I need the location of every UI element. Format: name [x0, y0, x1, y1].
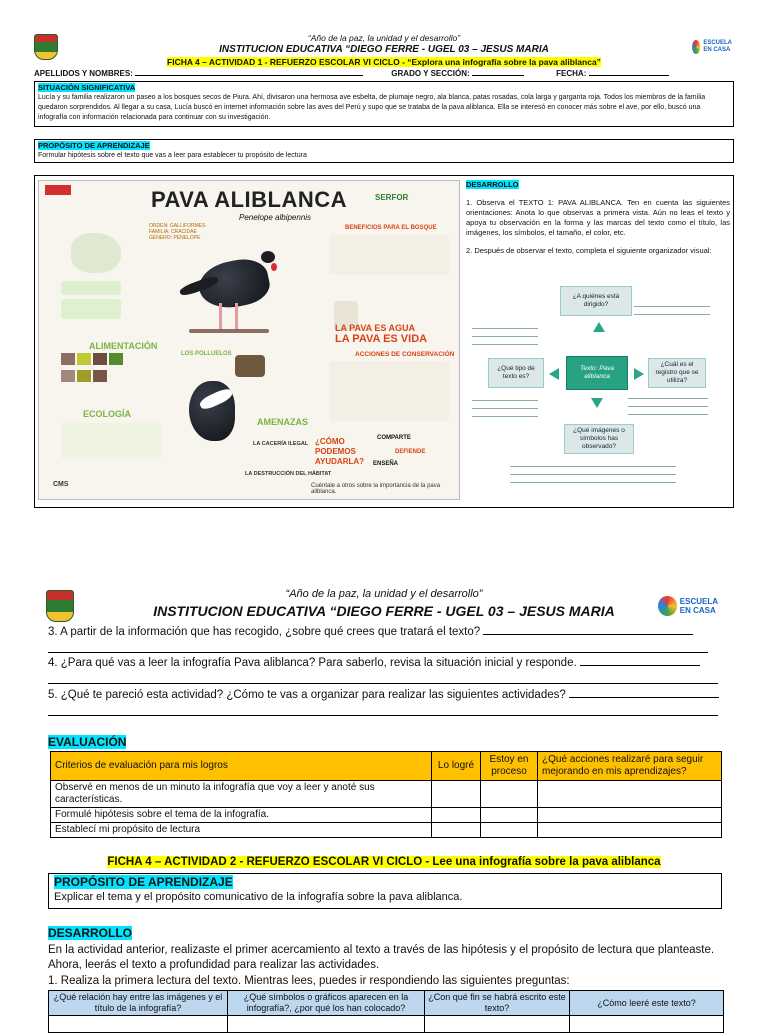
eval-header-logre: Lo logré — [432, 752, 481, 781]
checkbox-cell[interactable] — [481, 781, 538, 808]
threat-hunting: LA CACERÍA ILEGAL — [253, 441, 309, 447]
section-ecologia: ECOLOGÍA — [83, 409, 132, 419]
desarrollo-paragraph-2-2: 1. Realiza la primera lectura del texto. Mientras lees, puedes ir respondiendo las siguientes preguntas: — [48, 975, 570, 987]
ensena: ENSEÑA — [373, 461, 399, 467]
desarrollo-paragraph-1: 1. Observa el TEXTO 1: PAVA ALIBLANCA. Ten en cuenta las siguientes orientaciones: Anota lo que observas a primera vista. Aún no leas el texto y apoya tu observación en la forma y las marcas del texto como el título, las imágenes, los símbolos, el tamaño, el color, etc. — [466, 198, 730, 237]
proposito-heading: PROPÓSITO DE APRENDIZAJE — [38, 141, 150, 150]
school-name: INSTITUCION EDUCATIVA “DIEGO FERRE - UGEL 03 – JESUS MARIA — [219, 44, 549, 55]
organizer-left: ¿Qué tipo de texto es? — [488, 358, 544, 388]
escuela-logo-icon: ESCUELA EN CASA — [690, 34, 734, 60]
infographic-scientific: Penelope albipennis — [239, 213, 312, 222]
desarrollo-heading-2: DESARROLLO — [48, 926, 132, 940]
evaluation-table — [50, 751, 722, 838]
motto: “Año de la paz, la unidad y el desarrollo” — [307, 33, 461, 43]
table-row: Formulé hipótesis sobre el tema de la infografía. — [51, 808, 722, 823]
section-acciones: ACCIONES DE CONSERVACIÓN — [355, 351, 455, 358]
question-col-3: ¿Con qué fin se habrá escrito este texto? — [425, 991, 570, 1016]
taxonomy-labels: ORDEN: GALLIFORMES FAMILIA: CRACIDAE GÉNERO: PENELOPE — [149, 223, 206, 241]
slogan-1: LA PAVA ES AGUA — [335, 323, 416, 333]
slogan-2: LA PAVA ES VIDA — [335, 333, 428, 345]
question-col-4: ¿Cómo leeré este texto? — [570, 991, 724, 1016]
text-cell[interactable] — [538, 781, 722, 808]
questions-table — [48, 990, 724, 1033]
arrow-down-icon — [591, 398, 603, 408]
arrow-up-icon — [593, 322, 605, 332]
distribution-map-icon — [71, 233, 121, 273]
question-4: 4. ¿Para qué vas a leer la infografía Pava aliblanca? Para saberlo, revisa la situación inicial y responde. — [48, 656, 728, 684]
desarrollo-paragraph-2-1: En la actividad anterior, realizaste el primer acercamiento al texto a través de las hipótesis y el propósito de lectura que planteaste. Ahora, leerás el texto a profundidad para realizar las actividades. — [48, 944, 715, 971]
eval-header-criteria: Criterios de evaluación para mis logros — [51, 752, 432, 781]
slogans — [335, 323, 427, 345]
desarrollo-heading: DESARROLLO — [466, 180, 519, 189]
defiende: DEFIENDE — [395, 449, 426, 455]
date-input[interactable] — [589, 75, 669, 76]
situacion-heading: SITUACIÓN SIGNIFICATIVA — [38, 83, 136, 92]
grade-input[interactable] — [472, 75, 524, 76]
infographic-footer: Cuéntale a otros sobre la importancia de la pava aliblanca. — [311, 483, 441, 495]
situacion-text: Lucía y su familia realizaron un paseo a los bosques secos de Piura. Ahí, divisaron una hermosa ave esbelta, de plumaje negro, ala blanca, patas rosadas, cola larga y garganta roja. Todos los miembros de la familia quedaron sorprendidos. Al llegar a su casa, Lucía buscó en internet información sobre las aves del Perú y supo que se trataba de la pava aliblanca. Ella se interesó en conocer más sobre el ave, por ello, buscó una infografía con información relacionada para continuar con su investigación. — [38, 94, 706, 121]
date-label: FECHA: — [556, 69, 587, 78]
ficha-title: FICHA 4 – ACTIVIDAD 1 - REFUERZO ESCOLAR VI CICLO - “Explora una infografía sobre la pava aliblanca” — [167, 57, 601, 67]
checkbox-cell[interactable] — [481, 808, 538, 823]
eval-header-proceso: Estoy en proceso — [481, 752, 538, 781]
ficha2-title: FICHA 4 – ACTIVIDAD 2 - REFUERZO ESCOLAR VI CICLO - Lee una infografía sobre la pava aliblanca — [107, 856, 661, 868]
text-cell[interactable] — [538, 808, 722, 823]
comparte: COMPARTE — [377, 435, 411, 441]
student-form — [34, 69, 734, 78]
section-pollos: LOS POLLUELOS — [181, 351, 232, 357]
red-throat — [271, 263, 277, 271]
section-alimentacion: ALIMENTACIÓN — [89, 341, 158, 351]
question-5: 5. ¿Qué te pareció esta actividad? ¿Cómo te vas a organizar para realizar las siguientes actividades? — [48, 688, 728, 716]
question-col-1: ¿Qué relación hay entre las imágenes y el título de la infografía? — [49, 991, 228, 1016]
organizer-right: ¿Cuál es el registro que se utiliza? — [648, 358, 706, 388]
peru-logo-icon — [45, 185, 71, 195]
motto-2: “Año de la paz, la unidad y el desarrollo” — [285, 588, 483, 600]
arrow-right-icon — [634, 368, 644, 380]
arrow-left-icon — [549, 368, 559, 380]
escuela-logo-icon-2: ESCUELA EN CASA — [656, 590, 720, 622]
branch — [189, 329, 269, 333]
checkbox-cell[interactable] — [432, 781, 481, 808]
serfor-logo: SERFOR — [375, 193, 409, 202]
checkbox-cell[interactable] — [432, 808, 481, 823]
proposito-text: Formular hipótesis sobre el texto que vas a leer para establecer tu propósito de lectura — [38, 152, 307, 159]
question-3: 3. A partir de la información que has recogido, ¿sobre qué crees que tratará el texto? — [48, 625, 728, 653]
desarrollo-column — [466, 180, 730, 256]
names-input[interactable] — [135, 75, 363, 76]
checkbox-cell[interactable] — [432, 823, 481, 838]
proposito-text-2: Explicar el tema y el propósito comunicativo de la infografía sobre la pava aliblanca. — [54, 891, 463, 903]
proposito-box — [34, 139, 734, 163]
section-beneficios: BENEFICIOS PARA EL BOSQUE — [345, 225, 437, 231]
names-label: APELLIDOS Y NOMBRES: — [34, 69, 133, 78]
sponsor-logos: CMS — [53, 481, 69, 488]
food-images — [61, 353, 137, 385]
grade-label: GRADO Y SECCIÓN: — [391, 69, 470, 78]
threat-habitat: LA DESTRUCCIÓN DEL HÁBITAT — [245, 471, 332, 477]
chicks-image — [235, 355, 265, 377]
visual-organizer — [466, 282, 730, 496]
question-col-2: ¿Qué símbolos o gráficos aparecen en la infografía?, ¿por qué los han colocado? — [228, 991, 425, 1016]
infographic — [38, 180, 460, 500]
evaluacion-heading: EVALUACIÓN — [48, 735, 127, 749]
infographic-title: PAVA ALIBLANCA — [151, 187, 348, 212]
text-cell[interactable] — [538, 823, 722, 838]
school-name-2: INSTITUCION EDUCATIVA “DIEGO FERRE - UGEL 03 – JESUS MARIA — [153, 603, 615, 619]
proposito-box-2 — [48, 873, 722, 909]
table-row — [49, 1016, 724, 1033]
organizer-bottom: ¿Qué imágenes o símbolos has observado? — [564, 424, 634, 454]
table-row: Establecí mi propósito de lectura — [51, 823, 722, 838]
checkbox-cell[interactable] — [481, 823, 538, 838]
organizer-top: ¿A quiénes está dirigido? — [560, 286, 632, 316]
eval-header-acciones: ¿Qué acciones realizaré para seguir mejorando en mis aprendizajes? — [538, 752, 722, 781]
help-question: ¿CÓMO PODEMOS AYUDARLA? — [315, 437, 365, 466]
proposito-heading-2: PROPÓSITO DE APRENDIZAJE — [54, 875, 233, 889]
organizer-center: Texto: Pava aliblanca — [566, 356, 628, 390]
situacion-box — [34, 81, 734, 127]
section-amenazas: AMENAZAS — [257, 417, 308, 427]
table-row: Observé en menos de un minuto la infografía que voy a leer y anoté sus características. — [51, 781, 722, 808]
desarrollo-paragraph-2: 2. Después de observar el texto, completa el siguiente organizador visual: — [466, 246, 712, 255]
